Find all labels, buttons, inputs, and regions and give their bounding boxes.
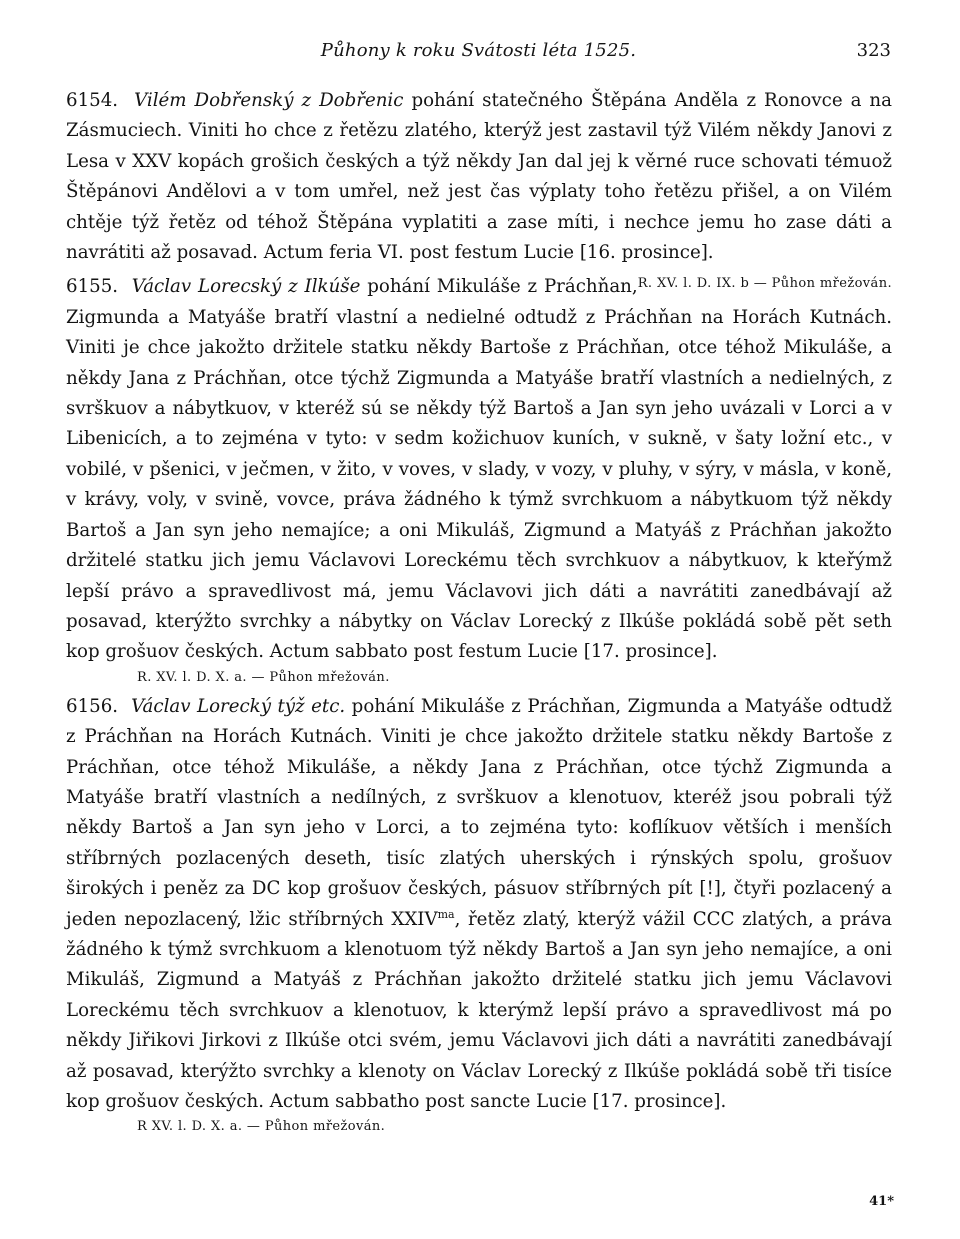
superscript: ma <box>437 907 455 921</box>
entry-number: 6156. <box>66 695 119 717</box>
entry-6156 <box>66 692 892 1138</box>
plaintiff-name: Václav Lorecský z Ilkúše <box>131 276 361 298</box>
entry-number: 6155. <box>66 276 119 298</box>
entry-body-continued: , řetěz zlatý, kterýž vážil CCC zlatých, a práva žádného k týmž svrchkuom a klenotuom týž někdy Bartoš a Jan syn jeho nemajíce, a oni Mikuláš, Zigmund a Matyáš z Práchňan jakožto držitelé statku jich jemu Václavovi Loreckému těch svrchkuov a klenotuov, k kterýmž lepší právo a spravedlivost má po někdy Jiřikovi Jirkovi z Ilkúše otci svém, jemu Václavovi jich dáti a navrátiti zanedbávají až posavad, kterýžto svrchky a klenoty on Václav Lorecký z Ilkúše pokládá sobě tři tisíce kop grošuov českých. Actum sabbatho post sancte Lucie [17. prosince]. <box>66 908 892 1112</box>
entry-6155 <box>66 272 892 687</box>
page-header <box>66 38 891 68</box>
signature-mark: 41* <box>869 1194 894 1209</box>
source-reference: R. XV. l. D. IX. b — Půhon mřežován. <box>637 276 892 292</box>
entries-list <box>66 86 892 1137</box>
plaintiff-name: Vilém Dobřenský z Dobřenic <box>134 90 404 111</box>
entry-text <box>66 692 892 1118</box>
entry-body: pohání Mikuláše z Práchňan, Zigmunda a Matyáše bratří vlastní a nedielné odtudž z Práchňan na Horách Kutnách. Viniti je chce jakožto držitele statku někdy Bartoše z Práchňan, otce téhož Mikuláše, a někdy Jana z Práchňan, otce týchž Zigmunda a Matyáše bratří vlastních a nedielných, z svrškuov a nábytkuov, v kteréž sú se někdy týž Bartoš a Jan syn jeho uvázali v Lorci a v Libenicích, a to zejména v tyto: v sedm kožichuov kuních, v sukně, v šaty ložní etc., v vobilé, v pšenici, v ječmen, v žito, v voves, v slady, v vozy, v pluhy, v sýry, v másla, v koně, v krávy, voly, v svině, vovce, práva žádného k týmž svrchkuom a nábytkuom týž někdy Bartoš a Jan syn jeho nemajíce; a oni Mikuláš, Zigmund a Matyáš z Práchňan jakožto držitelé statku jich jemu Václavovi Loreckému těch svrchkuov a nábytkuov, k kteřýmž lepší právo a spravedlivost má, jemu Václavovi jich dáti a navrátiti zanedbávají až posavad, kterýžto svrchky a nábytky on Václav Lorecký z Ilkúše pokládá sobě pět seth kop grošuov českých. Actum sabbato post festum Lucie [17. prosince]. <box>66 276 892 663</box>
running-title: Půhony k roku Svátosti léta 1525. <box>320 40 637 61</box>
page-number: 323 <box>856 40 891 61</box>
entry-body: pohání statečného Štěpána Anděla z Ronovce a na Zásmuciech. Viniti ho chce z řetězu zlatého, kterýž jest zastavil týž Vilém někdy Janovi z Lesa v XXV kopách grošich českých a týž někdy Jan dal jej k věrné ruce schovati témuož Štěpánovi Andělovi a v tom umřel, než jest čas výplaty toho řetězu přišel, a on Vilém chtěje týž řetěz od téhož Štěpána vyplatiti a zase míti, i nechce jemu ho zase dáti a navrátiti až posavad. Actum feria VI. post festum Lucie [16. prosince]. <box>66 90 892 264</box>
source-reference: R. XV. l. D. X. a. — Půhon mřežován. <box>137 669 390 685</box>
entry-number: 6154. <box>66 90 119 111</box>
entry-body: pohání Mikuláše z Práchňan, Zigmunda a Matyáše odtudž z Práchňan na Horách Kutnách. Viniti je chce jakožto držitele statku někdy Bartoše z Práchňan, otce téhož Mikuláše, a někdy Jana z Práchňan, otce týchž Zigmunda a Matyáše bratří vlastních a nedílných, z svrškuov a klenotuov, kteréž jsou pobrali týž někdy Bartoš a Jan syn jeho v Lorci, a to zejména tyto: koflíkuov větších i menších stříbrných pozlacených deseth, tisíc zlatých uherských i rýnských spolu, grošuov širokých i peněz za DC kop grošuov českých, pásuov stříbrných pít [!], čtyři pozlacený a jeden nepozlacený, lžic stříbrných XXIV <box>66 695 892 930</box>
source-reference: R XV. l. D. X. a. — Půhon mřežován. <box>137 1119 386 1135</box>
plaintiff-name: Václav Lorecký týž etc. <box>131 695 346 717</box>
entry-text <box>66 272 892 667</box>
